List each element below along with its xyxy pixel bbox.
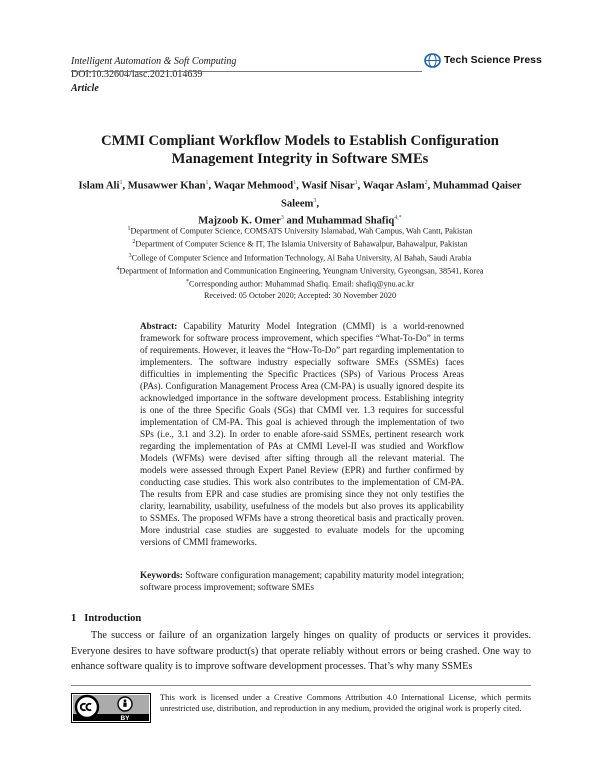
affiliation-text: Department of Computer Science & IT, The Islamia University of Bahawalpur, Bahawalpur, Pakistan [135,240,468,250]
affiliation-mark: 3 [128,252,132,259]
affiliation-text: Corresponding author: Muhammad Shafiq. Email: shafiq@ynu.ac.kr [189,280,414,290]
license-rule [71,685,531,686]
cc-by-label: BY [120,714,130,722]
affiliation-line [60,277,540,290]
author-affiliation-mark[interactable]: 1 [205,180,209,186]
author-name: Muhammad Qaiser Saleem [280,180,522,210]
affiliation-line [60,251,540,264]
abstract-text: Capability Maturity Model Integration (CMMI) is a world-renowned framework for software process improvement, which specifies “What-To-Do” in terms of requirements. However, it leaves the “How-To-Do” part regarding implementation to implementers. The software industry especially software SMEs (SSMEs) faces difficulties in implementing the Specific Practices (SPs) of Various Process Areas (PAs). Configuration Management Process Area (CM-PA) is usually ignored despite its acknowledged importance in the software development process. Establishing integrity is one of the three Specific Goals (SGs) that CMMI ver. 1.3 requires for successful implementation of CM-PA. This goal is achieved through the implementation of two SPs (i.e., 3.1 and 3.2). In order to enable afore-said SSMEs, pertinent research work regarding the implementation of PAs at CMMI Level-II was studied and Workflow Models (WFMs) were devised after sifting through all the relevant material. The models were assessed through Expert Panel Review (EPR) and further confirmed by conducting case studies. This work also contributes to the implementation of CM-PA. The results from EPR and case studies are promising since they not only testifies the clarity, learnability, usability, usefulness of the models but also proves its applicability to SSMEs. The proposed WFMs have a strong theoretical basis and practically proven. More industrial case studies are suggested to evaluate models for the upcoming versions of CMMI frameworks. [140,321,465,547]
author-list: Islam Ali$^1$, Musawwer Khan$^1$, Waqar Mehmood$^1$, Wasif Nisar$^1$, Waqar Aslam$^2$, Muhammad Qaiser Saleem$^3$, Majzoob K. Omer$^3$ and Muhammad Shafiq$^{4,*}$ [78,180,522,227]
author-affiliation-mark[interactable]: 3 [313,197,317,204]
attribution-person-icon [118,697,132,711]
author-name: Islam Ali [78,180,120,192]
author-name: Waqar Mehmood [213,180,294,192]
affiliation-line [60,237,540,250]
affiliation-mark: 2 [132,239,136,246]
section-title: Introduction [84,613,142,624]
section-heading [71,613,141,624]
publisher-name: Tech Science Press [444,54,542,66]
author-name: Majzoob K. Omer [198,215,281,227]
keywords-text: Software configuration management; capability maturity model integration; software process improvement; software SMEs [140,570,464,592]
author-affiliation-mark[interactable]: 1 [354,180,358,186]
author-name: Waqar Aslam [362,180,425,192]
publisher-logo[interactable] [424,52,542,68]
affiliation-text: Department of Information and Communication Engineering, Yeungnam University, Gyeongsan, 38541, Korea [119,266,484,276]
article-type: Article [71,83,99,94]
introduction-paragraph: The success or failure of an organization largely hinges on quality of products or services it provides. Everyone desires to have software product(s) that operate reliably without errors or being crashed. One way to enhance software quality is to improve software development processes. That’s why many SSMEs [71,630,531,672]
keywords-label: Keywords: [140,570,183,580]
license-text: This work is licensed under a Creative Commons Attribution 4.0 International License, which permits unrestricted use, distribution, and reproduction in any medium, provided the original work is properly cited. [160,693,531,713]
section-number: 1 [71,613,77,624]
affiliation-mark: 1 [127,226,131,232]
author-affiliation-mark[interactable]: 2 [424,180,428,186]
author-affiliation-mark[interactable]: 3 [280,215,284,222]
creative-commons-icon [76,696,98,718]
journal-name: Intelligent Automation & Soft Computing [71,56,237,67]
abstract [140,320,464,548]
author-affiliation-mark[interactable]: 1 [119,180,123,186]
affiliation-mark: 4 [116,265,120,272]
abstract-label: Abstract: [140,321,178,331]
affiliation-text: Department of Computer Science, COMSATS University Islamabad, Wah Campus, Wah Cantt, Pakistan [130,226,473,236]
keywords [140,569,464,593]
cc-by-license-badge[interactable] [71,693,151,723]
doi: DOI:10.32604/iasc.2021.014639 [71,69,203,80]
author-name: Muhammad Shafiq [306,215,395,227]
affiliation-line [60,224,540,237]
author-affiliation-mark[interactable]: 4,* [394,215,402,222]
paper-title: CMMI Compliant Workflow Models to Establish Configuration Management Integrity in Software SMEs [101,133,499,167]
tech-science-press-icon [424,53,441,68]
author-affiliation-mark[interactable]: 1 [293,180,297,186]
affiliation-line [60,264,540,277]
author-name: Wasif Nisar [301,180,355,192]
affiliation-mark: * [186,279,190,286]
received-accepted-dates: Received: 05 October 2020; Accepted: 30 November 2020 [203,290,397,300]
affiliation-text: College of Computer Science and Information Technology, Al Baha University, Al Bahah, Saudi Arabia [131,253,472,263]
author-name: Musawwer Khan [127,180,206,192]
affiliations [60,224,540,301]
